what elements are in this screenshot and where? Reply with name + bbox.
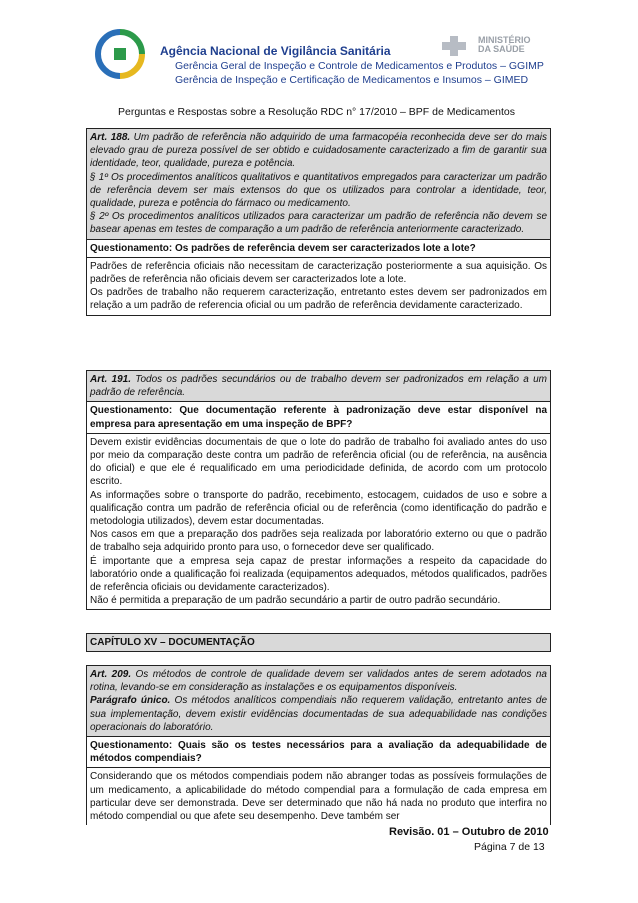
article-209-text: Art. 209. Os métodos de controle de qualidade devem ser validados antes de serem adotados na rotina, levando-se em consideração as instalações e os equipamentos disponíveis. Parágrafo único. Os métodos analíticos compendiais não requerem validação, entretanto antes de sua implementação, devem existir evidências documentadas de sua adequabilidade nas condições operacionais do laboratório. [87, 666, 550, 736]
article-191-text: Art. 191. Todos os padrões secundários ou de trabalho devem ser padronizados em relação a um padrão de referência. [87, 371, 550, 401]
chapter-xv-heading [86, 633, 551, 652]
page-header [0, 0, 638, 118]
article-209-block [86, 665, 551, 825]
article-191-block [86, 370, 551, 610]
document-subtitle: Perguntas e Respostas sobre a Resolução RDC n° 17/2010 – BPF de Medicamentos [118, 106, 516, 118]
article-191-answer: Devem existir evidências documentais de que o lote do padrão de trabalho foi avaliado antes do uso por meio da comparação deste contra um padrão de referência oficial (ou de referência, na ausência do oficial) e que ele é requalificado em uma periodicidade definida, de acordo com um protocolo escrito. As informações sobre o transporte do padrão, recebimento, estocagem, cuidados de uso e sobre a qualificação contra um padrão de referência oficial ou de referência (como identificação do padrão e metodologia utilizados), devem estar documentadas. Nos casos em que a preparação dos padrões seja realizada por laboratório externo ou que o padrão de trabalho seja adquirido pronto para uso, o fornecedor deve ser qualificado. É importante que a empresa seja capaz de prestar informações a respeito da capacidade do laboratório onde a qualificação foi realizada (equipamentos adequados, métodos qualificados, padrões de referência oficiais ou devidamente caracterizados). Não é permitida a preparação de um padrão secundário a partir de outro padrão secundário. [87, 433, 550, 610]
gimed-line: Gerência de Inspeção e Certificação de Medicamentos e Insumos – GIMED [175, 74, 529, 86]
revision-label: Revisão. 01 – Outubro de 2010 [389, 826, 549, 838]
ministerio-text: MINISTÉRIO DA SAÚDE [478, 35, 531, 54]
article-188-block [86, 128, 551, 316]
article-188-text: Art. 188. Um padrão de referência não adquirido de uma farmacopéia reconhecida deve ser do mais elevado grau de pureza possível de ser obtido e cuidadosamente caracterizado a fim de garantir sua identidade, teor, qualidade, pureza e potência. § 1º Os procedimentos analíticos qualitativos e quantitativos empregados para caracterizar um padrão de referência devem ser mais extensos do que os utilizados para controlar a identidade, teor, qualidade, pureza e potência do fármaco ou medicamento. § 2º Os procedimentos analíticos utilizados para caracterizar um padrão de referência não devem se basear apenas em testes de comparação a um padrão de referência anteriormente caracterizado. [87, 129, 550, 239]
ggimp-line: Gerência Geral de Inspeção e Controle de Medicamentos e Produtos – GGIMP [175, 60, 544, 72]
article-209-answer: Considerando que os métodos compendiais podem não abranger todas as possíveis formulações de um medicamento, a aplicabilidade do método compendial para a formulação de cada empresa em particular deve ser demonstrada. Deve ser determinado que não há nada no produto que interfira no método compendial ou que afete seu desempenho. Deve também ser [87, 767, 550, 825]
anvisa-logo-icon [92, 26, 148, 82]
article-188-question: Questionamento: Os padrões de referência devem ser caracterizados lote a lote? [87, 239, 550, 257]
agency-name: Agência Nacional de Vigilância Sanitária [160, 44, 391, 58]
page-number: Página 7 de 13 [474, 841, 545, 853]
article-191-question: Questionamento: Que documentação referente à padronização deve estar disponível na empresa para apresentação em uma inspeção de BPF? [87, 401, 550, 432]
chapter-title: CAPÍTULO XV – DOCUMENTAÇÃO [87, 634, 550, 651]
article-209-question: Questionamento: Quais são os testes necessários para a avaliação da adequabilidade de métodos compendiais? [87, 736, 550, 767]
article-188-answer: Padrões de referência oficiais não necessitam de caracterização posteriormente a sua aquisição. Os padrões de referência não oficiais devem ser caracterizados lote a lote. Os padrões de trabalho não requerem caracterização, entretanto estes devem ser padronizados em relação a um padrão de referencia oficial ou um padrão de referência devidamente caracterizado. [87, 257, 550, 315]
